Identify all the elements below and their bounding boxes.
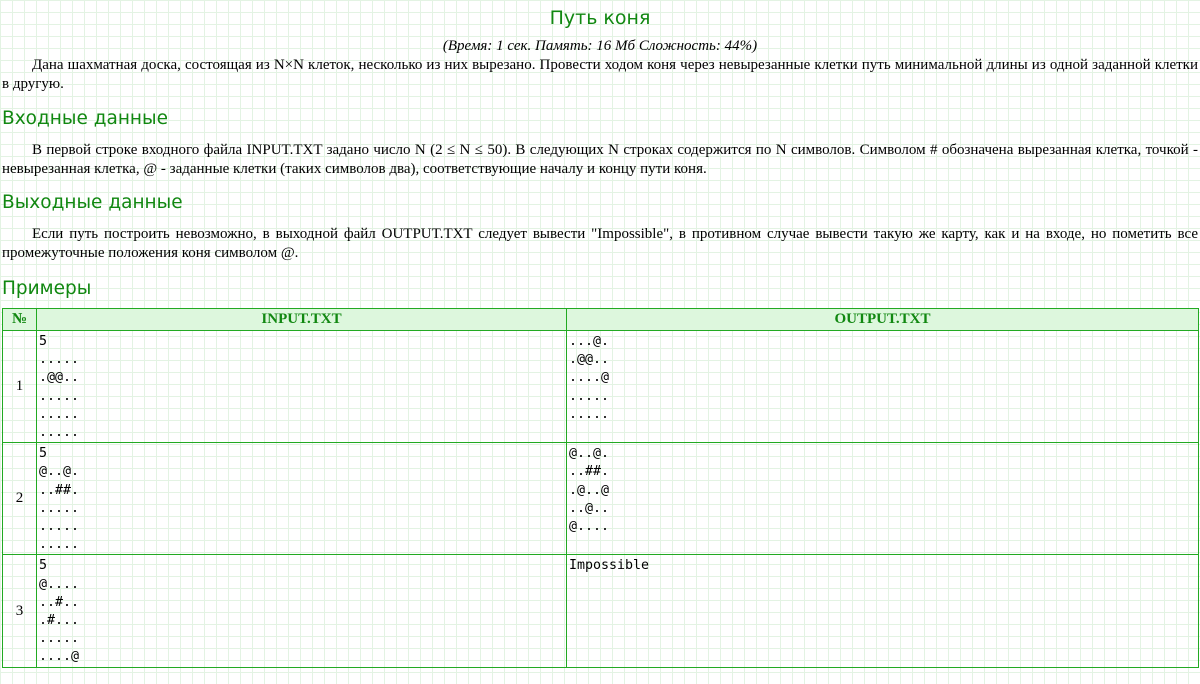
example-output: Impossible [569, 558, 650, 574]
example-input: 5 ..... .@@.. ..... ..... ..... [39, 334, 80, 441]
column-header-output: OUTPUT.TXT [567, 309, 1199, 331]
table-row [3, 443, 1199, 555]
table-header-row [3, 309, 1199, 331]
problem-statement: Дана шахматная доска, состоящая из N×N клеток, несколько из них вырезано. Провести ходом коня через невырезанные клетки путь минимальной длины из одной заданной клетки в другую. [2, 57, 1198, 92]
example-input: 5 @.... ..#.. .#... ..... ....@ [39, 558, 80, 665]
table-row [3, 555, 1199, 667]
example-output-cell [567, 331, 1199, 443]
problem-limits: (Время: 1 сек. Память: 16 Мб Сложность: 44%) [442, 38, 758, 54]
column-header-input: INPUT.TXT [37, 309, 567, 331]
table-row [3, 331, 1199, 443]
example-input-cell [37, 555, 567, 667]
example-input-cell [37, 443, 567, 555]
examples-heading: Примеры [2, 278, 92, 299]
example-input: 5 @..@. ..##. ..... ..... ..... [39, 446, 80, 553]
examples-table [2, 308, 1199, 668]
example-number: 2 [3, 443, 37, 555]
example-number: 3 [3, 555, 37, 667]
example-input-cell [37, 331, 567, 443]
example-output-cell [567, 555, 1199, 667]
example-output: @..@. ..##. .@..@ ..@.. @.... [569, 446, 610, 535]
example-output: ...@. .@@.. ....@ ..... ..... [569, 334, 610, 422]
problem-page [0, 5, 1200, 684]
input-description: В первой строке входного файла INPUT.TXT задано число N (2 ≤ N ≤ 50). В следующих N строках содержится по N символов. Символом # обозначена вырезанная клетка, точкой - невырезанная клетка, @ - заданные клетки (таких символов два), соответствующие началу и концу пути коня. [2, 142, 1198, 177]
page-title: Путь коня [549, 7, 651, 29]
example-output-cell [567, 443, 1199, 555]
example-number: 1 [3, 331, 37, 443]
input-heading: Входные данные [2, 108, 169, 129]
output-description: Если путь построить невозможно, в выходной файл OUTPUT.TXT следует вывести "Impossible", в противном случае вывести такую же карту, как и на входе, но пометить все промежуточные положения коня символом @. [2, 226, 1198, 261]
column-header-number: № [3, 309, 37, 331]
output-heading: Выходные данные [2, 192, 183, 213]
